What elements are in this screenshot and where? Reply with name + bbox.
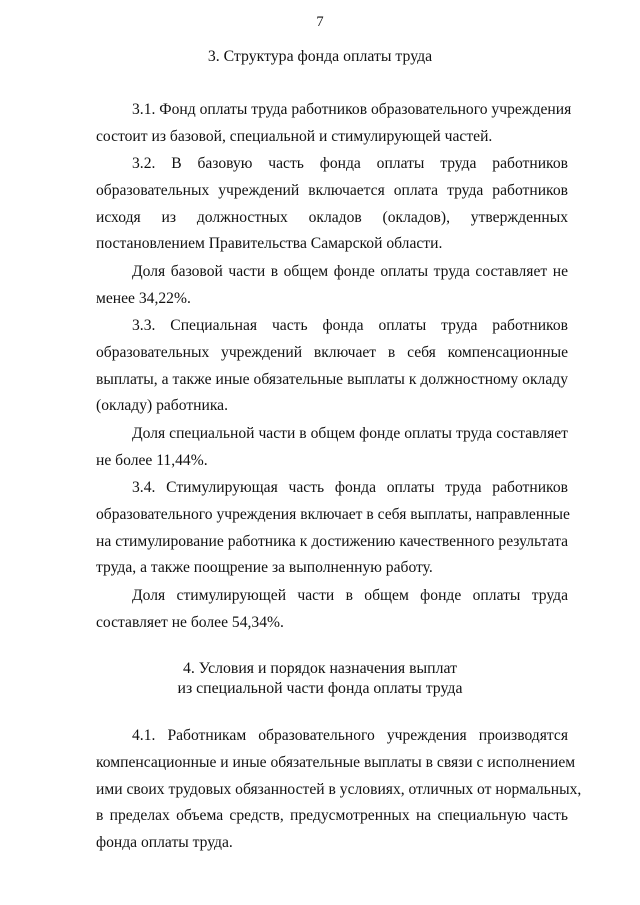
text-line: образовательных учреждений включается оплата труда работников (96, 181, 568, 199)
text-line: образовательных учреждений включает в себя компенсационные (96, 343, 568, 361)
text-line: в пределах объема средств, предусмотренных на специальную часть (96, 807, 568, 825)
text-line: не более 11,44%. (96, 451, 208, 469)
text-line: на стимулирование работника к достижению качественного результата (96, 532, 568, 550)
text-line: Доля базовой части в общем фонде оплаты труда составляет не (132, 263, 568, 280)
paragraph-3-2 (96, 151, 568, 258)
text-line: образовательного учреждения включает в себя выплаты, направленные (96, 505, 570, 523)
text-line: (окладу) работника. (96, 397, 228, 415)
section-3-title: 3. Структура фонда оплаты труда (207, 48, 433, 65)
text-line: менее 34,22%. (96, 289, 191, 307)
text-line: составляет не более 54,34%. (96, 613, 284, 631)
text-line: постановлением Правительства Самарской области. (96, 235, 443, 253)
text-line: 3.2. В базовую часть фонда оплаты труда работников (132, 155, 568, 172)
text-line: Доля специальной части в общем фонде оплаты труда составляет (132, 425, 568, 442)
paragraph-4-1 (96, 723, 582, 857)
text-line: ими своих трудовых обязанностей в условиях, отличных от нормальных, (96, 780, 582, 798)
paragraph-special-share (96, 421, 568, 475)
text-line: выплаты, а также иные обязательные выплаты к должностному окладу (96, 370, 568, 388)
paragraph-3-1 (96, 97, 572, 151)
paragraph-base-share (96, 259, 568, 313)
page-number: 7 (316, 14, 324, 30)
section-4-title-line-2: из специальной части фонда оплаты труда (177, 680, 463, 697)
text-line: 3.4. Стимулирующая часть фонда оплаты труда работников (132, 479, 568, 496)
section-4-title-line-1: 4. Условия и порядок назначения выплат (182, 660, 457, 677)
paragraph-3-4 (96, 475, 568, 582)
text-line: исходя из должностных окладов (окладов), утвержденных (96, 208, 568, 226)
text-line: 3.1. Фонд оплаты труда работников образовательного учреждения (132, 101, 572, 118)
text-line: 3.3. Специальная часть фонда оплаты труда работников (132, 317, 568, 334)
text-line: Доля стимулирующей части в общем фонде оплаты труда (132, 587, 568, 604)
text-line: компенсационные и иные обязательные выплаты в связи с исполнением (96, 753, 576, 771)
text-line: 4.1. Работникам образовательного учреждения производятся (132, 727, 568, 744)
paragraph-incentive-share (96, 583, 568, 637)
text-line: состоит из базовой, специальной и стимулирующей частей. (96, 127, 493, 145)
text-line: труда, а также поощрение за выполненную работу. (96, 559, 433, 577)
text-line: фонда оплаты труда. (96, 834, 233, 852)
paragraph-3-3 (96, 313, 568, 420)
